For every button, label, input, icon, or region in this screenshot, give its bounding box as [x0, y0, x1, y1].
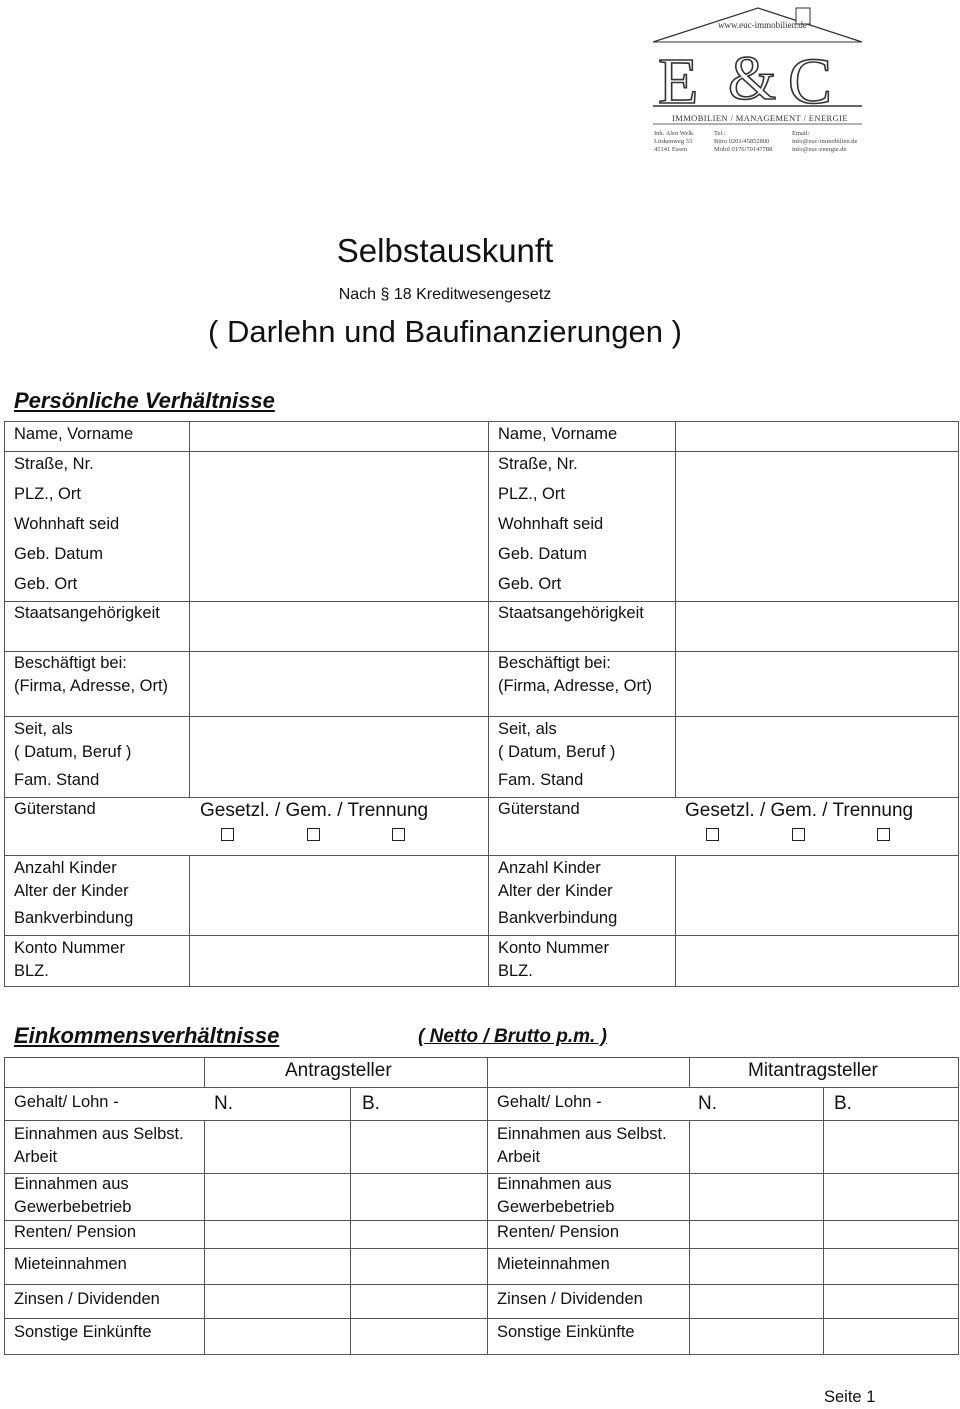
checkbox-trennung[interactable]	[392, 828, 405, 841]
row-divider	[4, 1173, 959, 1174]
row-divider	[4, 1087, 959, 1088]
col-divider	[189, 855, 190, 987]
row-divider	[4, 935, 959, 936]
label-brutto-2: B.	[834, 1093, 852, 1114]
checkbox-trennung-2[interactable]	[877, 828, 890, 841]
label-name-2: Name, Vorname	[498, 425, 618, 443]
label-salary-2: Gehalt/ Lohn -	[497, 1093, 602, 1111]
label-property-2: Güterstand	[498, 800, 580, 818]
label-self-employed-2: Einnahmen aus Selbst.	[497, 1125, 667, 1143]
page-number: Seite 1	[824, 1388, 876, 1406]
document-subheading: ( Darlehn und Baufinanzierungen )	[208, 314, 682, 349]
label-kids-age-2: Alter der Kinder	[498, 882, 613, 900]
label-self-employed-detail: Arbeit	[14, 1148, 58, 1166]
label-netto: N.	[214, 1093, 233, 1114]
label-trade-detail-2: Gewerbebetrieb	[497, 1198, 615, 1216]
label-self-employed-detail-2: Arbeit	[497, 1148, 541, 1166]
label-citizenship: Staatsangehörigkeit	[14, 604, 160, 622]
label-kids-age: Alter der Kinder	[14, 882, 129, 900]
svg-text:E: E	[658, 45, 699, 118]
label-pension: Renten/ Pension	[14, 1223, 137, 1241]
row-divider	[4, 1318, 959, 1319]
label-marital: Fam. Stand	[14, 771, 100, 789]
label-since: Seit, als	[14, 720, 73, 738]
row-divider	[4, 1220, 959, 1221]
label-trade: Einnahmen aus	[14, 1175, 129, 1193]
col-divider	[689, 1057, 690, 1087]
personal-heading: Persönliche Verhältnisse	[14, 388, 275, 413]
income-heading: Einkommensverhältnisse	[14, 1023, 280, 1048]
label-dob-2: Geb. Datum	[498, 545, 587, 563]
label-citizenship-2: Staatsangehörigkeit	[498, 604, 644, 622]
svg-text:C: C	[788, 45, 833, 118]
label-brutto: B.	[362, 1093, 380, 1114]
col-divider	[487, 1057, 488, 1355]
label-employer-2: Beschäftigt bei:	[498, 654, 611, 672]
row-divider	[4, 451, 959, 452]
label-pob: Geb. Ort	[14, 575, 78, 593]
label-netto-2: N.	[698, 1093, 717, 1114]
label-blz-2: BLZ.	[498, 962, 533, 980]
svg-text:&: &	[728, 45, 777, 113]
label-other-income: Sonstige Einkünfte	[14, 1323, 152, 1341]
col-divider	[675, 855, 676, 987]
label-since-detail: ( Datum, Beruf )	[14, 743, 132, 761]
logo-tagline: IMMOBILIEN / MANAGEMENT / ENERGIE	[672, 113, 848, 123]
row-divider	[4, 1284, 959, 1285]
label-plz: PLZ., Ort	[14, 485, 81, 503]
header-co-applicant: Mitantragsteller	[748, 1060, 878, 1081]
col-divider	[689, 1120, 690, 1355]
checkbox-gesetzl[interactable]	[221, 828, 234, 841]
label-pension-2: Renten/ Pension	[497, 1223, 620, 1241]
col-divider	[189, 421, 190, 798]
label-marital-2: Fam. Stand	[498, 771, 584, 789]
label-resident: Wohnhaft seid	[14, 515, 120, 533]
label-since-detail-2: ( Datum, Beruf )	[498, 743, 616, 761]
label-interest-2: Zinsen / Dividenden	[497, 1290, 643, 1308]
document-subtitle: Nach § 18 Kreditwesengesetz	[338, 286, 552, 303]
row-divider	[4, 1248, 959, 1249]
col-divider	[823, 1087, 824, 1355]
row-divider	[4, 651, 959, 652]
label-since-2: Seit, als	[498, 720, 557, 738]
label-dob: Geb. Datum	[14, 545, 103, 563]
label-bank: Bankverbindung	[14, 909, 134, 927]
company-logo	[648, 6, 868, 161]
logo-url: www.euc-immobilien.de	[718, 20, 807, 30]
label-blz: BLZ.	[14, 962, 49, 980]
logo-contact-address: Inh. Alen Welk Löskenweg 33 45141 Essen	[654, 130, 694, 153]
header-applicant: Antragsteller	[285, 1060, 392, 1081]
label-trade-detail: Gewerbebetrieb	[14, 1198, 132, 1216]
row-divider	[4, 716, 959, 717]
label-kids-count: Anzahl Kinder	[14, 859, 117, 877]
label-pob-2: Geb. Ort	[498, 575, 562, 593]
personal-table-border	[4, 421, 959, 987]
checkbox-gem-2[interactable]	[792, 828, 805, 841]
row-divider	[4, 855, 959, 856]
label-resident-2: Wohnhaft seid	[498, 515, 604, 533]
label-employer-detail: (Firma, Adresse, Ort)	[14, 677, 169, 695]
label-rent: Mieteinnahmen	[14, 1255, 127, 1273]
property-options: Gesetzl. / Gem. / Trennung	[200, 800, 429, 821]
col-divider	[204, 1057, 205, 1087]
row-divider	[4, 1120, 959, 1121]
label-employer-detail-2: (Firma, Adresse, Ort)	[498, 677, 653, 695]
col-divider	[675, 421, 676, 798]
checkbox-gem[interactable]	[307, 828, 320, 841]
label-plz-2: PLZ., Ort	[498, 485, 565, 503]
col-divider	[204, 1120, 205, 1355]
col-divider	[488, 421, 489, 987]
logo-contact-phone: Tel.: Büro 0201/45852800 Mobil 0176/70147788	[714, 130, 773, 153]
label-rent-2: Mieteinnahmen	[497, 1255, 610, 1273]
label-salary: Gehalt/ Lohn -	[14, 1093, 119, 1111]
label-trade-2: Einnahmen aus	[497, 1175, 612, 1193]
label-employer: Beschäftigt bei:	[14, 654, 127, 672]
label-property: Güterstand	[14, 800, 96, 818]
income-netto-brutto: ( Netto / Brutto p.m. )	[418, 1026, 607, 1047]
label-street-2: Straße, Nr.	[498, 455, 578, 473]
label-name: Name, Vorname	[14, 425, 134, 443]
label-account: Konto Nummer	[14, 939, 125, 957]
property-options-2: Gesetzl. / Gem. / Trennung	[685, 800, 914, 821]
label-bank-2: Bankverbindung	[498, 909, 618, 927]
label-other-income-2: Sonstige Einkünfte	[497, 1323, 635, 1341]
logo-contact-email: Email: info@euc-immobilien.de info@euc-energie.de	[792, 130, 858, 153]
label-self-employed: Einnahmen aus Selbst.	[14, 1125, 184, 1143]
label-kids-count-2: Anzahl Kinder	[498, 859, 601, 877]
label-account-2: Konto Nummer	[498, 939, 609, 957]
col-divider	[350, 1087, 351, 1355]
label-interest: Zinsen / Dividenden	[14, 1290, 160, 1308]
label-street: Straße, Nr.	[14, 455, 94, 473]
checkbox-gesetzl-2[interactable]	[706, 828, 719, 841]
document-title: Selbstauskunft	[336, 232, 554, 269]
row-divider	[4, 797, 959, 798]
